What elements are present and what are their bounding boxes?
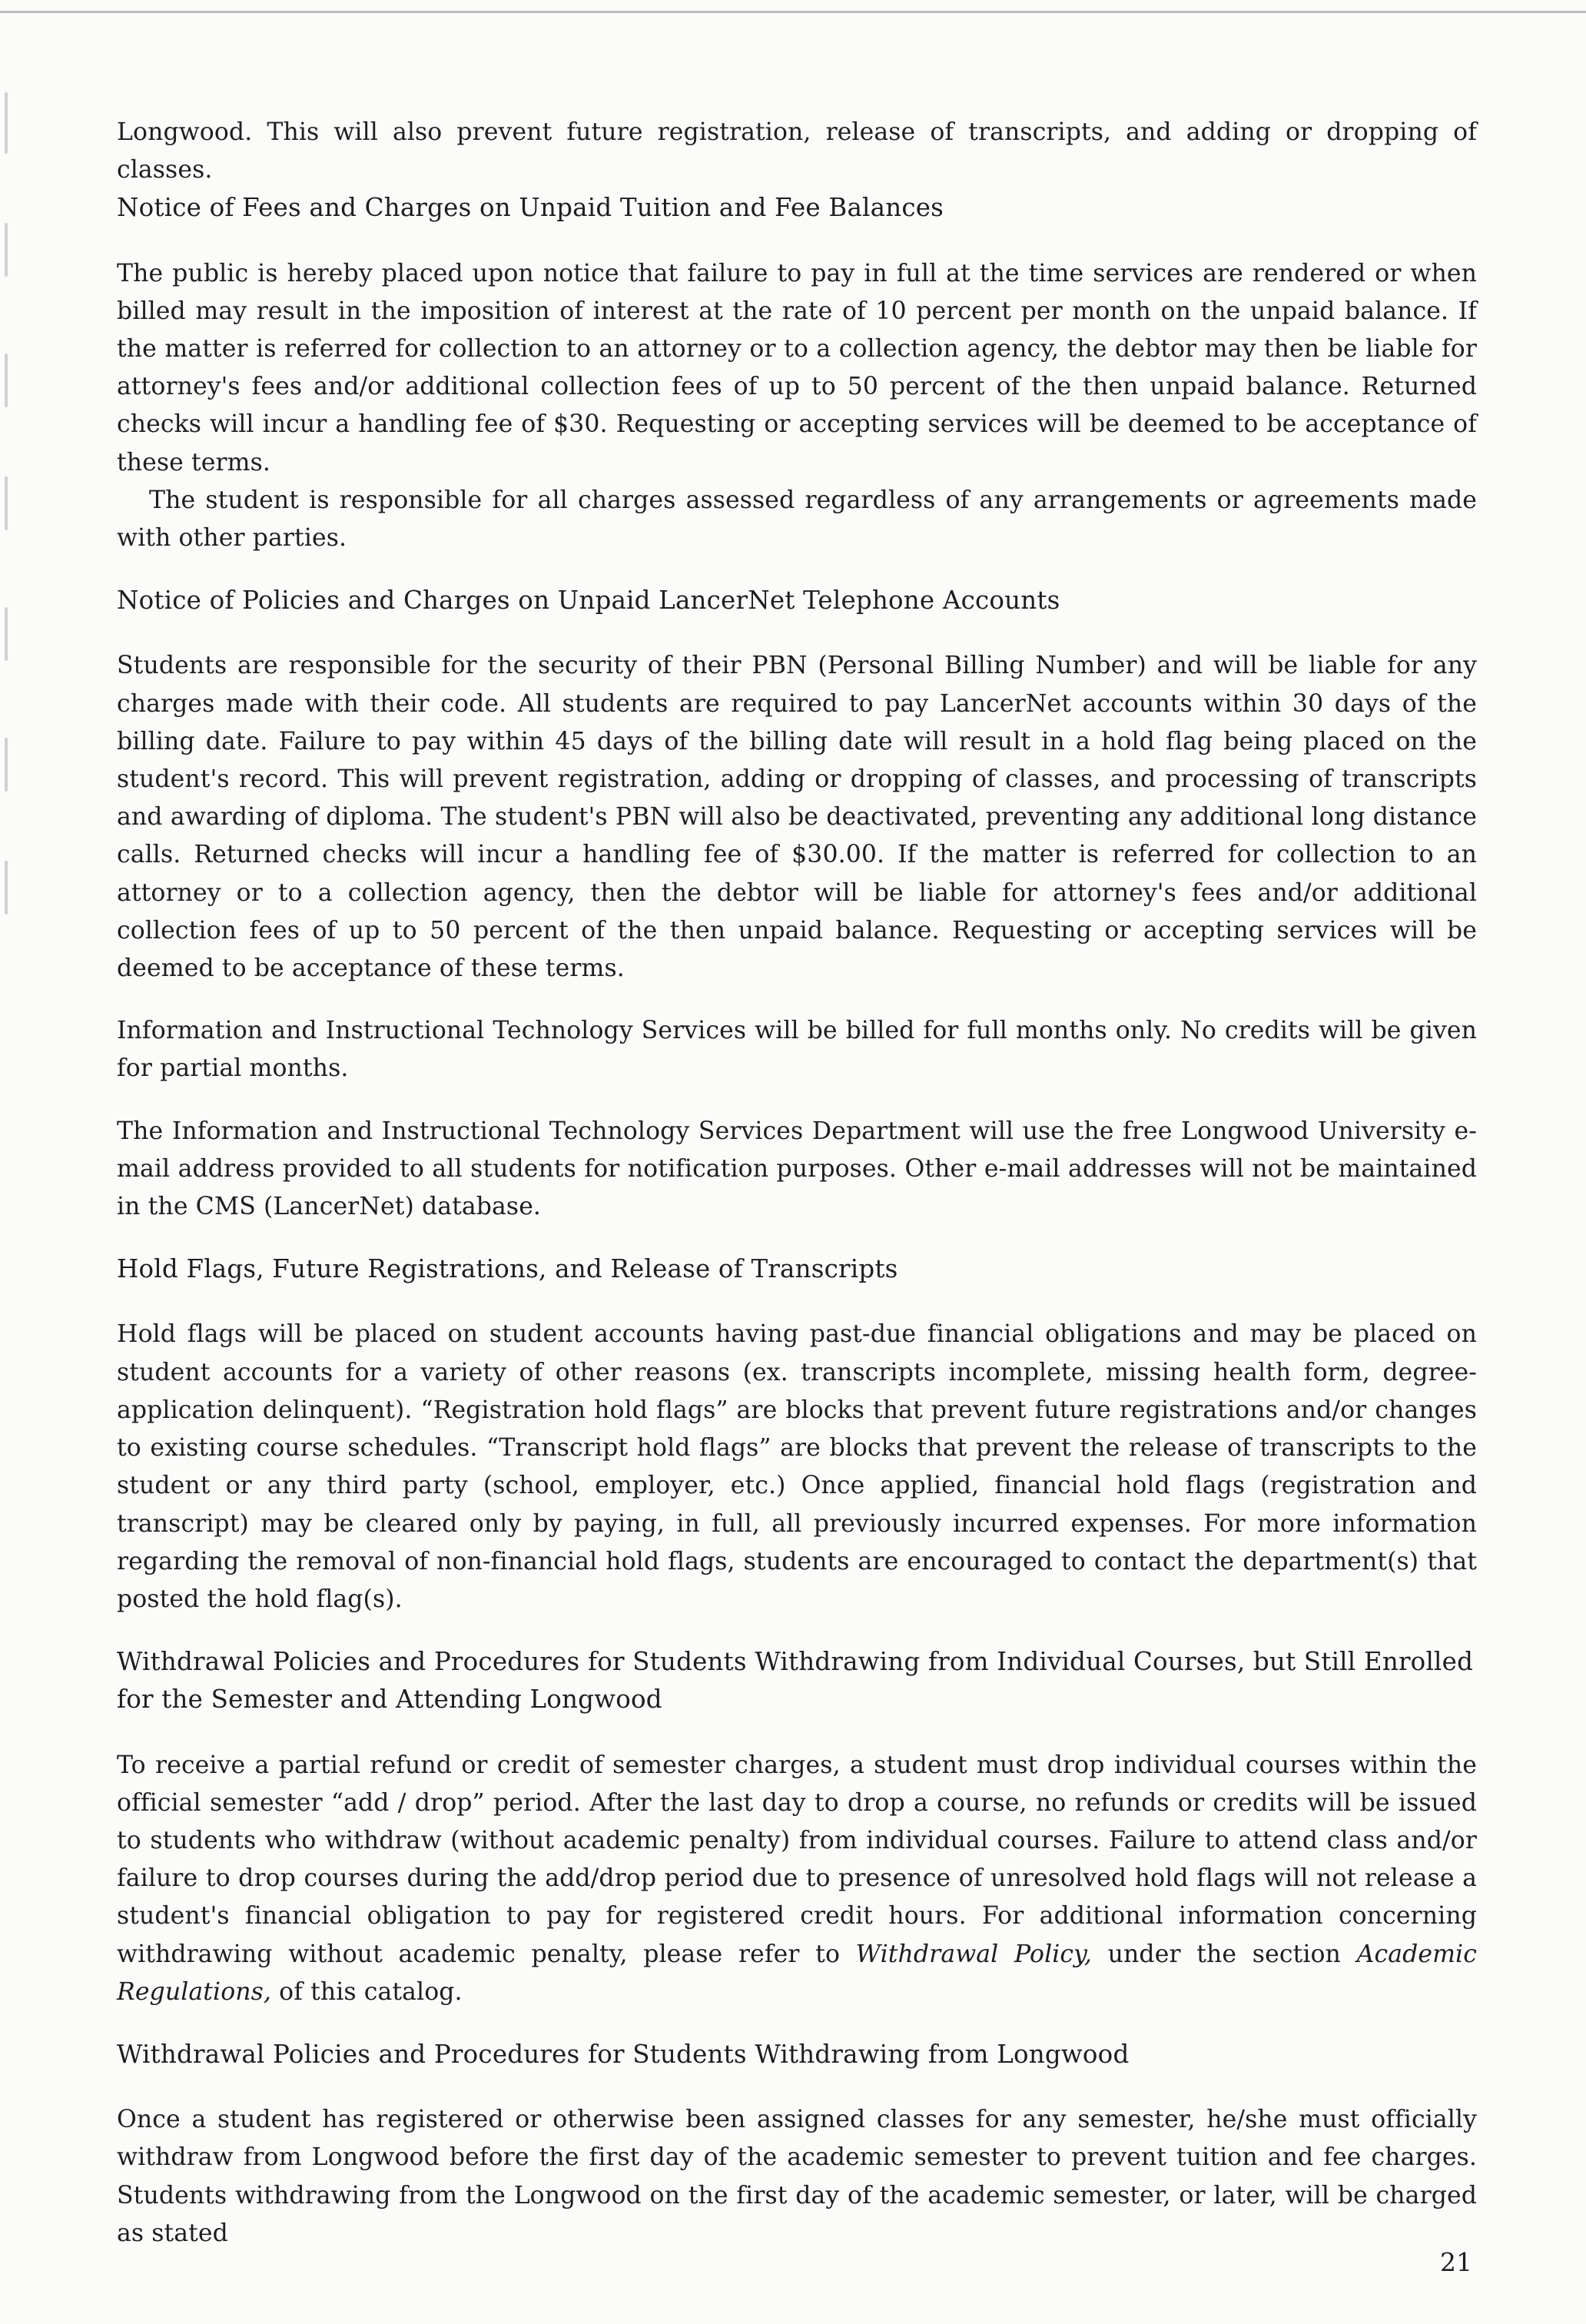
binding-mark [5,92,8,154]
binding-mark [5,223,8,277]
paragraph-student-responsibility: The student is responsible for all charges assessed regardless of any arrangements or agreements made with other parties. [117,486,1477,553]
withdraw-courses-text: To receive a partial refund or credit of semester charges, a student must drop individual courses within the official semester “add / drop” period. After the last day to drop a course, no refunds or credits will be issued to students who withdraw (without academic penalty) from individual courses. Failure to attend class and/or failure to drop courses during the add/drop period due to presence of unresolved hold flags will not release a student's financial obligation to pay for registered credit hours. For additional information concerning withdrawing without academic penalty, please refer to [117,1751,1477,1968]
paragraph-lancernet-accounts: Students are responsible for the security of their PBN (Personal Billing Number) and will be liable for any charges made with their code. All students are required to pay LancerNet accounts within 30 days of the billing date. Failure to pay within 45 days of the billing date will result in a hold flag being placed on the student's record. This will prevent registration, adding or dropping of classes, and processing of transcripts and awarding of diploma. The student's PBN will also be deactivated, preventing any additional long distance calls. Returned checks will incur a handling fee of $30.00. If the matter is referred for collection to an attorney or to a collection agency, then the debtor will be liable for attorney's fees and/or additional collection fees of up to 50 percent of the then unpaid balance. Requesting or accepting services will be deemed to be acceptance of these terms. [117,652,1477,983]
paragraph-billing-full-months: Information and Instructional Technology Services will be billed for full months only. No credits will be given for partial months. [117,1017,1477,1083]
document-page [117,114,1477,2253]
paragraph-hold-flags: Hold flags will be placed on student accounts having past-due financial obligations and may be placed on student accounts for a variety of other reasons (ex. transcripts incomplete, missing health form, degree-application delinquent). “Registration hold flags” are blocks that prevent future registrations and/or changes to existing course schedules. “Transcript hold flags” are blocks that prevent the release of transcripts to the student or any third party (school, employer, etc.) Once applied, financial hold flags (registration and transcript) may be cleared only by paying, in full, all previously incurred expenses. For more information regarding the removal of non-financial hold flags, students are encouraged to contact the department(s) that posted the hold flag(s). [117,1320,1477,1613]
withdraw-courses-text: of this catalog. [271,1977,463,2006]
paragraph-withdraw-longwood: Once a student has registered or otherwise been assigned classes for any semester, he/she must officially withdraw from Longwood before the first day of the academic semester to prevent tuition and fee charges. Students withdrawing from the Longwood on the first day of the academic semester, or later, will be charged as stated [117,2106,1477,2247]
binding-mark [5,738,8,792]
section-heading-lancernet: Notice of Policies and Charges on Unpaid LancerNet Telephone Accounts [117,586,1060,616]
section-heading-withdraw-individual-courses: Withdrawal Policies and Procedures for Students Withdrawing from Individual Courses, but Still Enrolled for the Semester and Attending Longwood [117,1647,1474,1715]
page-number: 21 [1440,2247,1472,2277]
binding-mark [5,476,8,530]
intro-paragraph: Longwood. This will also prevent future registration, release of transcripts, and adding or dropping of classes. [117,118,1477,184]
paragraph-withdraw-individual-courses [117,1747,1477,2011]
section-heading-hold-flags: Hold Flags, Future Registrations, and Release of Transcripts [117,1254,898,1284]
top-scan-rule [0,11,1586,13]
withdraw-courses-text: under the section [1092,1940,1357,1968]
binding-mark [5,354,8,407]
section-heading-withdraw-longwood: Withdrawal Policies and Procedures for Students Withdrawing from Longwood [117,2039,1130,2069]
paragraph-unpaid-tuition-terms: The public is hereby placed upon notice that failure to pay in full at the time services are rendered or when billed may result in the imposition of interest at the rate of 10 percent per month on the unpaid balance. If the matter is referred for collection to an attorney or to a collection agency, the debtor may then be liable for attorney's fees and/or additional collection fees of up to 50 percent of the then unpaid balance. Returned checks will incur a handling fee of $30. Requesting or accepting services will be deemed to be acceptance of these terms. [117,259,1477,476]
paragraph-email-notification: The Information and Instructional Technology Services Department will use the free Longwood University e-mail address provided to all students for notification purposes. Other e-mail addresses will not be maintained in the CMS (LancerNet) database. [117,1117,1477,1221]
withdrawal-policy-reference: Withdrawal Policy, [855,1940,1092,1968]
binding-mark [5,861,8,915]
section-heading-unpaid-tuition: Notice of Fees and Charges on Unpaid Tuition and Fee Balances [117,193,944,223]
academic-regulations-reference: Academic Regulations, [117,1940,1477,2006]
binding-mark [5,607,8,661]
